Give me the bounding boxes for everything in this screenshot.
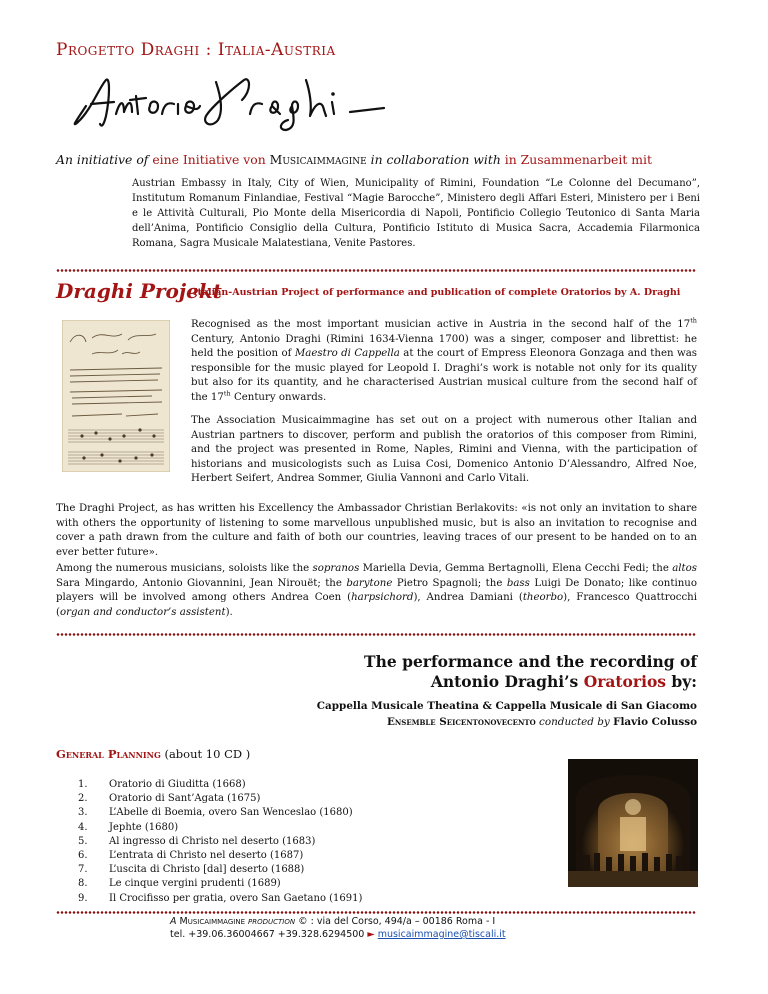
paragraph-ambassador-quote: The Draghi Project, as has written his Excellency the Ambassador Christian Berlakovits: «is not only an invitation to share with others the opportunity of listening to some marvellous unpublished music, but is also an invitation to recognise and cover a path drawn from the culture and faith of both our countries, leaving traces of our present to be handed on to an ever better future». [56, 503, 697, 558]
initiative-en-2: in collaboration with [370, 152, 501, 167]
performance-heading: The performance and the recording of Antonio Draghi’s Oratorios by: [364, 652, 697, 691]
paragraph-association: The Association Musicaimmagine has set out on a project with numerous other Italian and Austrian partners to discover, perform and publish the oratorios of this composer from Rimini, and the project was presented in Rome, Naples, Rimini and Vienna, with the participation of historians and musicologists such as Luisa Cosi, Domenico Antonio D’Alessandro, Alfred Noe, Herbert Seifert, Andrea Sommer, Giulia Vannoni and Carlo Vitali. [191, 415, 697, 485]
concert-photo [568, 759, 698, 887]
list-item: 6. L’entrata di Christo nel deserto (1687) [78, 850, 304, 862]
initiative-org: Musicaimmagine [269, 152, 367, 167]
dotted-divider-3 [56, 911, 696, 914]
email-link[interactable]: musicaimmagine@tiscali.it [377, 929, 506, 940]
project-title: Progetto Draghi : Italia-Austria [56, 40, 336, 60]
draghi-projekt-subtitle: Italian-Austrian Project of performance and publication of complete Oratorios by A. Draghi [193, 287, 681, 298]
paragraph-draghi-bio: Recognised as the most important musician active in Austria in the second half of the 17th Century, Antonio Draghi (Rimini 1634-Vienna 1700) was a singer, composer and librettist: he held the position of Maestro di Cappella at the court of Empress Eleonora Gonzaga and then was responsible for the music played for Leopold I. Draghi’s work is notable not only for its quality but also for its quantity, and he characterised Austrian musical culture from the second half of the 17th Century onwards. [191, 316, 697, 403]
dotted-divider-1 [56, 269, 696, 272]
initiative-de-2: in Zusammenarbeit mit [504, 152, 652, 167]
ensemble-line: Ensemble Seicentonovecento conducted by Flavio Colusso [386, 716, 697, 728]
list-item: 1. Oratorio di Giuditta (1668) [78, 779, 246, 790]
list-item: 9. Il Crocifisso per gratia, overo San Gaetano (1691) [78, 892, 363, 904]
general-planning-heading: General Planning (about 10 CD ) [56, 747, 251, 761]
initiative-line [56, 152, 652, 167]
cappella-line: Cappella Musicale Theatina & Cappella Musicale di San Giacomo [316, 700, 697, 712]
dotted-divider-2 [56, 633, 696, 636]
partners-list: Austrian Embassy in Italy, City of Wien, Municipality of Rimini, Foundation “Le Colonne del Decumano”, Institutum Romanum Finlandiae, Festival “Magie Barocche”, Ministero degli Affari Esteri, Ministero per i Beni e le Attività Culturali, Pio Monte della Misericordia di Napoli, Pontificio Collegio Teutonico di Santa Maria dell’Anima, Pontificio Consiglio della Cultura, Pontificio Istituto di Musica Sacra, Accademia Filarmonica Romana, Sagra Musicale Malatestiana, Venite Pastores. [132, 178, 700, 249]
draghi-projekt-title: Draghi Projekt [56, 279, 222, 303]
draghi-signature-image [66, 66, 386, 132]
oratorio-list [78, 778, 362, 906]
initiative-en-1: An initiative of [56, 152, 149, 167]
list-item: 5. Al ingresso di Christo nel deserto (1683) [78, 835, 316, 847]
manuscript-image [62, 320, 170, 472]
footer: A Musicaimmagine production © : via del Corso, 494/a – 00186 Roma - I tel. +39.06.36004667 +39.328.6294500 ► musicaimmagine@tiscali.it [170, 916, 506, 940]
arrow-right-icon: ► [367, 929, 375, 940]
list-item: 4. Jephte (1680) [78, 821, 179, 833]
paragraph-musicians: Among the numerous musicians, soloists like the sopranos Mariella Devia, Gemma Bertagnolli, Elena Cecchi Fedi; the altos Sara Mingardo, Antonio Giovannini, Jean Nirouët; the barytone Pietro Spagnoli; the bass Luigi De Donato; like continuo players will be involved among others Andrea Coen (harpsichord), Andrea Damiani (theorbo), Francesco Quattrocchi (organ and conductor’s assistent). [56, 563, 697, 618]
list-item: 2. Oratorio di Sant’Agata (1675) [78, 793, 261, 805]
list-item: 3. L’Abelle di Boemia, overo San Wenceslao (1680) [78, 807, 353, 819]
list-item: 7. L’uscita di Christo [dal] deserto (1688) [78, 864, 305, 876]
list-item: 8. Le cinque vergini prudenti (1689) [78, 878, 281, 890]
initiative-de-1: eine Initiative von [152, 152, 266, 167]
